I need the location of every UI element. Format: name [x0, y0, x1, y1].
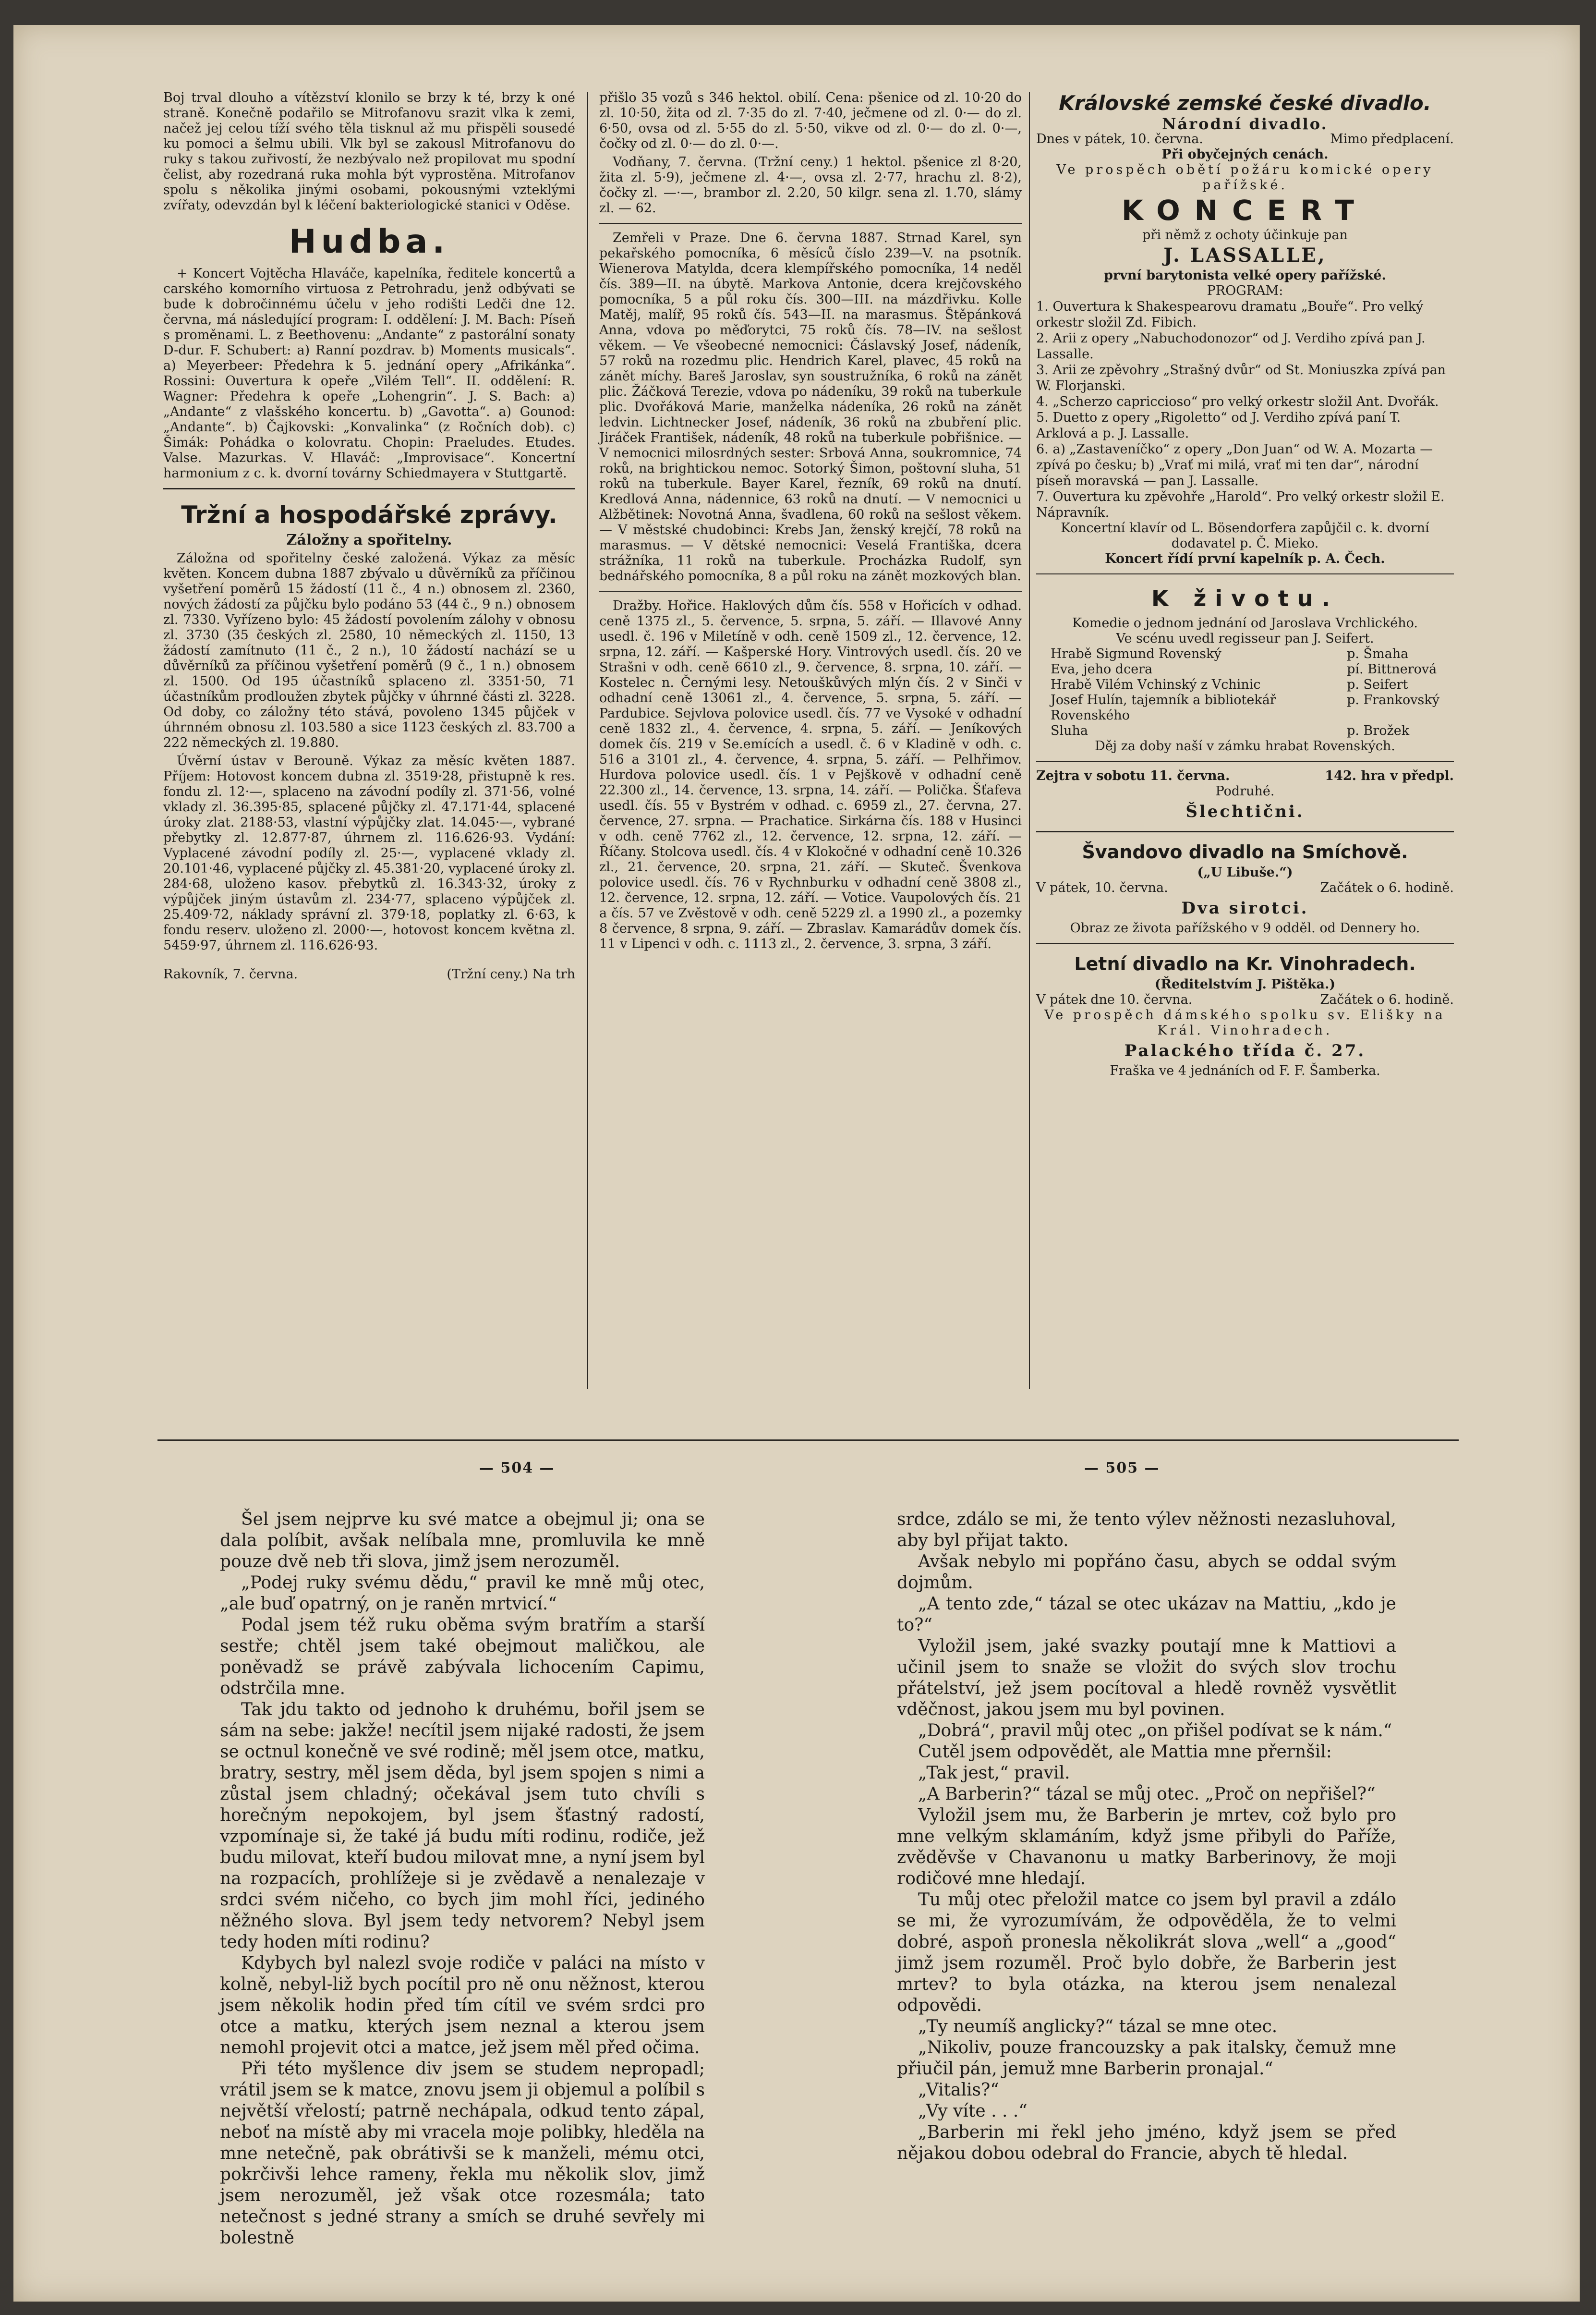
program-item: 5. Duetto z opery „Rigoletto“ od J. Verdiho zpívá paní T. Arklová a p. J. Lassalle. — [1036, 410, 1401, 441]
column-rule — [1029, 92, 1030, 1389]
program-item: 3. Arii ze zpěvohry „Strašný dvůr“ od St. Moniuszka zpívá pan W. Florjanski. — [1036, 363, 1446, 393]
column-middle — [599, 90, 1022, 955]
market-news-heading: Tržní a hospodářské zprávy. — [181, 501, 557, 529]
svanda-subtitle: („U Libuše.“) — [1197, 865, 1293, 880]
cast-actor: pí. Bittnerová — [1347, 662, 1437, 677]
koncert-heading: KONCERT — [1122, 194, 1368, 227]
tomorrow-note: 142. hra v předpl. — [1325, 768, 1454, 783]
cast-role: Hrabě Sigmund Rovenský — [1051, 646, 1221, 661]
novel-paragraph: Avšak nebylo mi popřáno času, abych se oddal svým dojmům. — [897, 1552, 1396, 1593]
svanda-date: V pátek, 10. června. — [1036, 880, 1168, 895]
cast-list — [1036, 646, 1454, 739]
novel-paragraph: Kdybych byl nalezl svoje rodiče v paláci na místo v kolně, nebyl-liž bych pocítil pro ně onu něžnost, kterou jsem několik hodin před tím cítil ve svém srdci pro otce a matku, kterých jsem neznal a kterou jsem nemohl projevit otci a matce, jež jsem měl před očima. — [220, 1953, 705, 2058]
letni-address: Palackého třída č. 27. — [1124, 1041, 1366, 1060]
novel-paragraph: Tu můj otec přeložil matce co jsem byl pravil a zdálo se mi, že vyrozumívám, že odpověděla, že to velmi dobré, aspoň pronesla několikrát slova „well“ a „good“ jimž jsem rozuměl. Proč bylo dobře, že Barberin jest mrtev? to byla otázka, na kterou jsem nenalezal odpovědi. — [897, 1890, 1396, 2015]
svanda-time: Začátek o 6. hodině. — [1320, 880, 1454, 895]
vodnany-paragraph: Vodňany, 7. června. (Tržní ceny.) 1 hektol. pšenice zl 8·20, žita zl. 5·9), ječmene zl. 4·—, ovsa zl. 2·77, hrachu zl. 8·2), čočky zl. —·—, brambor zl. 2.20, 50 kilgr. sena zl. 1.70, slámy zl. — 62. — [599, 155, 1022, 216]
play-title: K životu. — [1151, 585, 1339, 611]
tomorrow-row — [1036, 768, 1454, 784]
hudba-heading: Hudba. — [289, 223, 450, 261]
piano-note: Koncertní klavír od L. Bösendorfera zapůjčil c. k. dvorní dodavatel p. Č. Mieko. — [1061, 521, 1429, 551]
divider — [599, 223, 1022, 224]
theatre-subtitle: Národní divadlo. — [1162, 115, 1328, 133]
dateline-right: (Tržní ceny.) Na trh — [447, 967, 575, 982]
letni-date: V pátek dne 10. června. — [1036, 992, 1193, 1007]
performance-date-row — [1036, 132, 1454, 147]
page-divider — [157, 1439, 1459, 1441]
divider — [1036, 831, 1454, 832]
hudba-paragraph: + Koncert Vojtěcha Hlaváče, kapelníka, ředitele koncertů a carského komorního virtuosa z Petrohradu, jenž odbývati se bude k dobročinnému účelu v jeho rodišti Ledči dne 12. června, má následující program: I. oddělení: J. M. Bach: Píseň s proměnami. L. z Beethovenu: „Andante“ z pastorální sonaty D-dur. F. Schubert: a) Ranní pozdrav. b) Moments musicals“. a) Meyerbeer: Předehra k 5. jednání opery „Afrikánka“. Rossini: Ouvertura k opeře „Vilém Tell“. II. oddělení: R. Wagner: Předehra k opeře „Lohengrin“. J. S. Bach: a) „Andante“ z vlašského koncertu. b) „Gavotta“. a) Gounod: „Andante“. b) Čajkovski: „Konvalinka“ (z Ročních dob). c) Šimák: Pohádka o kolovratu. Chopin: Praeludes. Etudes. Valse. Mazurkas. V. Hlaváč: „Improvisace“. Koncertní harmonium z c. k. dvorní továrny Schiedmayera v Stuttgartě. — [163, 266, 575, 481]
column-left — [163, 90, 575, 982]
market-continued-paragraph: přišlo 35 vozů s 346 hektol. obilí. Cena: pšenice od zl. 10·20 do zl. 10·50, žita od zl. 7·35 do zl. 7·40, ječmene od zl. 0·— do zl. 6·50, ovsa od zl. 5·55 do zl. 5·50, vikve od zl. 0·— do zl. 0·—, čočky od zl. 0·— do zl. 0·—. — [599, 90, 1022, 151]
savings-paragraph: Záložna od spořitelny české založená. Výkaz za měsíc květen. Koncem dubna 1887 zbývalo u důvěrníků za příčinou vyšetření poměrů 15 žádostí (11 č., 4 n.) obnosem zl. 2360, nových žádostí za půjčku bylo podáno 53 (44 č., 9 n.) obnosem zl. 7330. Vyřízeno bylo: 45 žádostí povolením zálohy v obnosu zl. 3730 (35 českých zl. 2580, 10 německých zl. 1150, 13 žádostí zamítnuto (11 č., 2 n.), 10 žádostí nachází se u důvěrníků za příčinou vyšetření poměrů (9 č., 1 n.) obnosem zl. 1500. Od 195 účastníků splaceno zl. 3351·50, 71 účastníkům prodloužen zbytek půjčky v úhrnné části zl. 3228. Od doby, co záložny této stává, povoleno 1345 půjček v úhrnném obnosu zl. 103.580 a sice 1123 českých zl. 83.700 a 222 německých zl. 19.880. — [163, 551, 575, 750]
novel-paragraph: „Dobrá“, pravil můj otec „on přišel podívat se k nám.“ — [918, 1721, 1392, 1741]
program-list — [1036, 299, 1454, 521]
program-item: 4. „Scherzo capriccioso“ pro velký orkestr složil Ant. Dvořák. — [1036, 394, 1439, 409]
novel-paragraph: „Vy víte . . .“ — [918, 2101, 1028, 2121]
savings-heading: Záložny a spořitelny. — [286, 532, 452, 548]
novel-paragraph: „Ty neumíš anglicky?“ tázal se mne otec. — [918, 2017, 1278, 2036]
koncert-subtitle: při němž z ochoty účinkuje pan — [1142, 228, 1348, 243]
novel-paragraph: Tak jdu takto od jednoho k druhému, bořil jsem se sám na sebe: jakže! necítil jsem nijaké radosti, že jsem se octnul konečně ve své rodině; měl jsem otce, matku, bratry, sestry, měl jsem děda, byl jsem spojen s nimi a zůstal jsem chladný; očekával jsem tuto chvíli s horečným nepokojem, byl jsem šťastný radostí, vzpomínaje si, že také já budu míti rodinu, rodiče, jež budu milovat, kteří budou milovat mne, a nyní jsem byl na rozpacích, prohlížeje si je zvědavě a nenalezaje v srdci svém ničeho, co bych jim mohl říci, jediného něžného slova. Byl jsem tedy netvorem? Nebyl jsem tedy hoden míti rodinu? — [220, 1700, 705, 1952]
tomorrow-play: Šlechtični. — [1185, 802, 1305, 821]
novel-paragraph: „Barberin mi řekl jeho jméno, když jsem se před nějakou dobou odebral do Francie, abych tě hledal. — [897, 2122, 1396, 2163]
cast-actor: p. Seifert — [1347, 677, 1408, 692]
novel-column-right — [897, 1509, 1396, 2164]
svanda-play-subtitle: Obraz ze života pařížského v 9 odděl. od Dennery ho. — [1070, 921, 1420, 936]
novel-column-left — [220, 1509, 705, 2249]
novel-paragraph: Cutěl jsem odpovědět, ale Mattia mne přernšil: — [918, 1742, 1332, 1762]
dateline-left: Rakovník, 7. června. — [163, 967, 298, 982]
prices-note: Při obyčejných cenách. — [1161, 147, 1329, 162]
novel-paragraph: „Vitalis?“ — [918, 2080, 999, 2100]
svanda-title: Švandovo divadlo na Smíchově. — [1082, 841, 1408, 863]
cast-role: Sluha — [1051, 723, 1088, 738]
program-item: 1. Ouvertura k Shakespearovu dramatu „Bouře“. Pro velký orkestr složil Zd. Fibich. — [1036, 299, 1424, 330]
program-item: 6. a) „Zastaveníčko“ z opery „Don Juan“ od W. A. Mozarta — zpívá po česku; b) „Vrať mi milá, vrať mi ten dar“, národní píseň moravská — pan J. Lassalle. — [1036, 442, 1433, 488]
play-setting: Děj za doby naší v zámku hrabat Rovenských. — [1095, 739, 1395, 754]
letni-title: Letní divadlo na Kr. Vinohradech. — [1074, 953, 1416, 975]
letni-date-row — [1036, 992, 1454, 1008]
artist-name: J. LASSALLE, — [1163, 244, 1327, 267]
artist-subtitle: první barytonista velké opery pařížské. — [1104, 268, 1386, 283]
program-item: 2. Arii z opery „Nabuchodonozor“ od J. Verdiho zpívá pan J. Lassalle. — [1036, 331, 1426, 362]
folio-left: — 504 — — [479, 1460, 555, 1476]
cast-actor: p. Brožek — [1347, 723, 1410, 738]
novel-paragraph: „Podej ruky svému dědu,“ pravil ke mně můj otec, „ale buď opatrný, on je raněn mrtvicí.“ — [220, 1573, 705, 1614]
letni-time: Začátek o 6. hodině. — [1320, 992, 1454, 1007]
novel-paragraph: Šel jsem nejprve ku své matce a obejmul ji; ona se dala políbit, avšak nelíbala mne, promluvila ke mně pouze dvě neb tři slova, jimž jsem nerozuměl. — [220, 1510, 705, 1572]
cast-role: Hrabě Vilém Vchinský z Vchinic — [1051, 677, 1261, 692]
novel-paragraph: „Nikoliv, pouze francouzsky a pak italsky, čemuž mne přiučil pán, jemuž mne Barberin pronajal.“ — [897, 2038, 1396, 2079]
novel-paragraph: Vyložil jsem mu, že Barberin je mrtev, což bylo pro mne velkým sklamáním, když jsme přibyli do Paříže, zvěděvše v Chavanonu u matky Barberinovy, že moji rodičové mne hledají. — [897, 1805, 1396, 1889]
play-direction: Ve scénu uvedl regisseur pan J. Seifert. — [1116, 631, 1374, 646]
novel-paragraph: Vyložil jsem, jaké svazky poutají mne k Mattiovi a učinil jsem to snaže se vložit do svých slov trochu přátelství, jež jsem pocítoval a hledě rovněž vysvětlit vděčnost, jakou jsem mu byl povinen. — [897, 1636, 1396, 1719]
play-subtitle: Komedie o jednom jednání od Jaroslava Vrchlického. — [1072, 616, 1418, 631]
cast-role: Eva, jeho dcera — [1051, 662, 1153, 677]
novel-paragraph: „Tak jest,“ pravil. — [918, 1763, 1070, 1783]
folio-right: — 505 — — [1084, 1460, 1160, 1476]
program-heading: PROGRAM: — [1207, 283, 1283, 298]
theatre-title: Královské zemské české divadlo. — [1059, 91, 1431, 115]
beroun-paragraph: Úvěrní ústav v Berouně. Výkaz za měsíc květen 1887. Příjem: Hotovost koncem dubna zl. 3519·28, přistupně k res. fondu zl. 12·—, splaceno na závodní podíly zl. 371·56, volné vklady zl. 36.395·85, splacené půjčky zl. 47.171·44, splacené úroky zlat. 2188·53, vlastní výpůjčky zlat. 14.045·—, vybrané přebytky zl. 12.877·87, úhrnem zl. 116.626·93. Vydání: Vyplacené závodní podíly zl. 25·—, vyplacené vklady zl. 20.101·46, vyplacené půjčky zl. 45.381·20, vyplacené úroky zl. 284·68, uloženo kasov. přebytků zl. 16.343·32, úroky z výpůjček jiným ústavům zl. 234·77, splaceno výpůjček zl. 25.409·72, náklady správní zl. 379·18, poplatky zl. 6·63, k fondu reserv. uloženo zl. 2000·—, hotovost koncem května zl. 5459·97, úhrnem zl. 116.626·93. — [163, 754, 575, 953]
divider — [1036, 761, 1454, 762]
cast-actor: p. Šmaha — [1347, 646, 1409, 661]
novel-paragraph: „A Barberin?“ tázal se můj otec. „Proč on nepřišel?“ — [918, 1784, 1376, 1804]
program-item: 7. Ouvertura ku zpěvohře „Harold“. Pro velký orkestr složil E. Nápravník. — [1036, 489, 1445, 520]
cast-actor: p. Frankovský — [1347, 693, 1439, 707]
benefit-note: Ve prospěch obětí požáru komické opery pařížské. — [1056, 162, 1434, 193]
divider — [163, 488, 575, 489]
rakovnik-dateline — [163, 967, 575, 982]
novel-paragraph: „A tento zde,“ tázal se otec ukázav na Mattiu, „kdo je to?“ — [897, 1594, 1396, 1635]
letni-benefit: Ve prospěch dámského spolku sv. Elišky na Král. Vinohradech. — [1044, 1008, 1446, 1038]
novel-paragraph: Podal jsem též ruku oběma svým bratřím a starší sestře; chtěl jsem také obejmout maličkou, ale poněvadž se právě zabývala lichocením Capimu, odstrčila mne. — [220, 1615, 705, 1698]
subscription-note: Mimo předplacení. — [1330, 132, 1454, 146]
newspaper-page — [13, 25, 1580, 2302]
novel-paragraph: srdce, zdálo se mi, že tento výlev něžnosti nezasluhoval, aby byl přijat takto. — [897, 1510, 1396, 1550]
divider — [1036, 943, 1454, 944]
novel-paragraph: Při této myšlence div jsem se studem nepropadl; vrátil jsem se k matce, znovu jsem ji objemul a políbil s největší vřelostí; patrně nechápala, odkud tento zápal, neboť na místě aby mi vracela moje polibky, hleděla na mne netečně, pak obrátivši se k manželi, mému otci, pokrčivši lehce rameny, řekla mu několik slov, jimž jsem nerozuměl, jež však otce rozesmála; tato netečnost s jedné strany a smích se druhé sevřely mi bolestně — [220, 2059, 705, 2248]
wolf-story-paragraph: Boj trval dlouho a vítězství klonilo se brzy k té, brzy k oné straně. Konečně podařilo se Mitrofanovu srazit vlka k zemi, načež jej celou tíží svého těla tisknul až mu přispěli sousedé ku pomoci a šelmu ubili. Vlk byl se zakousl Mitrofanovu do ruky s takou zuřivostí, že nezbývalo než propilovat mu spodní čelist, aby rozedraná ruka mohla být vyprostěna. Mitrofanov spolu s několika jinými osobami, pokousnými vzteklými zvířaty, odevzdán byl k léčení bakteriologické stanici v Oděse. — [163, 90, 575, 213]
column-right — [1036, 90, 1454, 1079]
divider — [599, 591, 1022, 592]
cast-role: Josef Hulín, tajemník a bibliotekář Rovenského — [1051, 693, 1276, 723]
tomorrow-subtitle: Podruhé. — [1215, 784, 1275, 799]
performance-date: Dnes v pátek, 10. června. — [1036, 132, 1203, 146]
column-rule — [587, 92, 588, 1389]
svanda-play: Dva sirotci. — [1181, 899, 1309, 918]
conductor-note: Koncert řídí první kapelník p. A. Čech. — [1105, 551, 1385, 566]
letni-play: Fraška ve 4 jednáních od F. F. Šamberka. — [1110, 1063, 1380, 1078]
divider — [1036, 573, 1454, 574]
letni-subtitle: (Ředitelstvím J. Pištěka.) — [1154, 977, 1336, 992]
auctions-paragraph: Dražby. Hořice. Haklových dům čís. 558 v Hořicích v odhad. ceně 1375 zl., 5. července, 5. srpna, 5. září. — Illavové Anny usedl. č. 196 v Miletíně v odh. ceně 1509 zl., 12. července, 12. srpna, 12. září. — Kašperské Hory. Vintrových usedl. čís. 20 ve Strašni v odh. ceně 6610 zl., 9. července, 8. srpna, 10. září. — Kostelec n. Černými lesy. Netouškůvých mlýn čís. 2 v Sinči v odhadní ceně 13061 zl., 4. července, 5. srpna, 5. září. — Pardubice. Sejvlova polovice usedl. čís. 77 ve Vysoké v odhadní ceně 1832 zl., 4. července, 4. srpna, 5. září. — Jeníkových domek čís. 219 v Se.emících a usedl. č. 6 v Kladině v odh. c. 516 a 3101 zl., 4. července, 4. srpna, 5. září. — Pelhřimov. Hurdova polovice usedl. čís. 1 v Pejškově v odhadní ceně 22.300 zl., 14. července, 13. srpna, 14. září. — Polička. Šťafeva usedl. čís. 55 v Bystrém v odhad. c. 6959 zl., 27. června, 27. července, 27. srpna. — Prachatice. Sirkárna čís. 188 v Husinci v odh. ceně 7762 zl., 12. července, 12. srpna, 12. září. — Říčany. Stolcova usedl. čís. 4 v Klokočné v odhadní ceně 10.326 zl., 21. července, 20. srpna, 21. září. — Skuteč. Švenkova polovice usedl. čís. 76 v Rychnburku v odhadní ceně 3808 zl., 12. července, 12. srpna, 12. září. — Votice. Vaupolových čís. 21 a čís. 57 ve Zvěstově v odh. ceně 5229 zl. a 1990 zl., a pozemky 8 července, 8 srpna, 9. září. — Zbraslav. Kamarádův domek čís. 11 v Lipenci v odh. c. 1113 zl., 2. července, 3. srpna, 3 září. — [599, 598, 1022, 951]
svanda-date-row — [1036, 880, 1454, 896]
tomorrow-date: Zejtra v sobotu 11. června. — [1036, 768, 1230, 783]
deaths-paragraph: Zemřeli v Praze. Dne 6. června 1887. Strnad Karel, syn pekařského pomocníka, 6 měsíců číslo 239—V. na psotník. Wienerova Matylda, dcera klempířského pomocníka, 14 neděl čís. 389—II. na úbytě. Markova Antonie, dcera krejčovského pomocníka, 5 a půl roku čís. 300—III. na mázdřivku. Kolle Matěj, malíř, 95 roků čís. 543—II. na marasmus. Štěpánková Anna, vdova po měďorytci, 75 roků čís. 78—IV. na sešlost věkem. — Ve všeobecné nemocnici: Čáslavský Josef, nádeník, 57 roků na rozedmu plic. Hendrich Karel, plavec, 45 roků na zánět míchy. Bareš Jaroslav, syn soustružníka, 6 roků na zánět plic. Žáčková Terezie, vdova po nádeníku, 39 roků na tuberkule plic. Dvořáková Marie, manželka nádeníka, 26 roků na zánět ledvin. Lichtnecker Josef, nádeník, 36 roků na zbubření plic. Jiráček František, nádeník, 48 roků na tuberkule pobřišnice. — V nemocnici milosrdných sester: Srbová Anna, soukromnice, 74 roků, na brightickou nemoc. Sotorký Šimon, poštovní sluha, 51 roků na tuberkule. Bayer Karel, řezník, 69 roků na dnutí. Kredlová Anna, nádennice, 63 roků na dnutí. — V nemocnici u Alžbětinek: Novotná Anna, švadlena, 60 roků na sešlost věkem. — V městské chudobinci: Krebs Jan, ženský krejčí, 78 roků na marasmus. — V dětské nemocnici: Veselá Františka, dcera strážníka, 11 roků na tuberkule. Procházka Rudolf, syn bednářského pomocníka, 8 a půl roku na zánět mozkových blan. — [599, 231, 1022, 584]
